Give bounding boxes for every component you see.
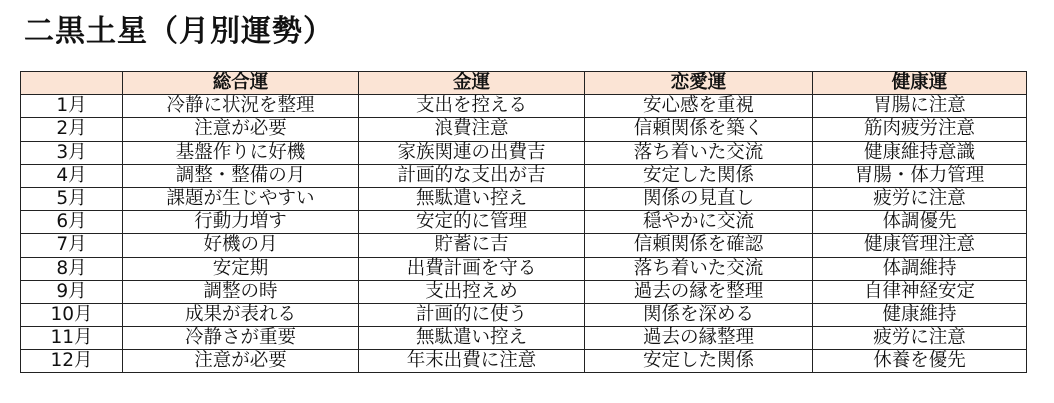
table-cell: 貯蓄に吉 xyxy=(359,234,585,257)
table-cell: 落ち着いた交流 xyxy=(585,141,813,164)
month-cell: 7月 xyxy=(21,234,123,257)
table-cell: 計画的な支出が吉 xyxy=(359,164,585,187)
table-cell: 安定した関係 xyxy=(585,164,813,187)
table-cell: 健康維持 xyxy=(813,303,1027,326)
table-cell: 関係を深める xyxy=(585,303,813,326)
table-cell: 疲労に注意 xyxy=(813,327,1027,350)
table-cell: 体調維持 xyxy=(813,257,1027,280)
month-cell: 1月 xyxy=(21,95,123,118)
table-row xyxy=(21,303,1027,326)
table-cell: 成果が表れる xyxy=(123,303,359,326)
column-header: 総合運 xyxy=(123,72,359,95)
table-cell: 過去の縁を整理 xyxy=(585,280,813,303)
column-header: 金運 xyxy=(359,72,585,95)
table-cell: 疲労に注意 xyxy=(813,187,1027,210)
table-cell: 行動力増す xyxy=(123,211,359,234)
monthly-fortune-table xyxy=(20,71,1027,373)
month-cell: 10月 xyxy=(21,303,123,326)
table-cell: 支出控えめ xyxy=(359,280,585,303)
table-cell: 休養を優先 xyxy=(813,350,1027,373)
table-cell: 安定的に管理 xyxy=(359,211,585,234)
table-row xyxy=(21,234,1027,257)
table-row xyxy=(21,164,1027,187)
table-cell: 落ち着いた交流 xyxy=(585,257,813,280)
month-cell: 6月 xyxy=(21,211,123,234)
table-cell: 無駄遣い控え xyxy=(359,327,585,350)
month-cell: 3月 xyxy=(21,141,123,164)
table-cell: 安定期 xyxy=(123,257,359,280)
table-row xyxy=(21,141,1027,164)
table-cell: 信頼関係を築く xyxy=(585,118,813,141)
month-cell: 11月 xyxy=(21,327,123,350)
table-cell: 体調優先 xyxy=(813,211,1027,234)
table-cell: 健康管理注意 xyxy=(813,234,1027,257)
month-cell: 5月 xyxy=(21,187,123,210)
page-title: 二黒土星（月別運勢） xyxy=(24,14,334,49)
table-cell: 胃腸・体力管理 xyxy=(813,164,1027,187)
table-row xyxy=(21,327,1027,350)
table-cell: 計画的に使う xyxy=(359,303,585,326)
table-cell: 過去の縁整理 xyxy=(585,327,813,350)
table-cell: 浪費注意 xyxy=(359,118,585,141)
table-row xyxy=(21,95,1027,118)
table-cell: 信頼関係を確認 xyxy=(585,234,813,257)
table-row xyxy=(21,257,1027,280)
table-cell: 注意が必要 xyxy=(123,118,359,141)
table-cell: 年末出費に注意 xyxy=(359,350,585,373)
table-cell: 冷静に状況を整理 xyxy=(123,95,359,118)
month-cell: 12月 xyxy=(21,350,123,373)
table-cell: 穏やかに交流 xyxy=(585,211,813,234)
table-cell: 安定した関係 xyxy=(585,350,813,373)
table-row xyxy=(21,211,1027,234)
month-cell: 2月 xyxy=(21,118,123,141)
table-cell: 課題が生じやすい xyxy=(123,187,359,210)
table-cell: 健康維持意識 xyxy=(813,141,1027,164)
table-cell: 無駄遣い控え xyxy=(359,187,585,210)
column-header xyxy=(21,72,123,95)
table-cell: 家族関連の出費吉 xyxy=(359,141,585,164)
table-cell: 筋肉疲労注意 xyxy=(813,118,1027,141)
column-header: 健康運 xyxy=(813,72,1027,95)
table-header-row xyxy=(21,72,1027,95)
table-cell: 出費計画を守る xyxy=(359,257,585,280)
table-cell: 調整・整備の月 xyxy=(123,164,359,187)
table-cell: 冷静さが重要 xyxy=(123,327,359,350)
table-cell: 好機の月 xyxy=(123,234,359,257)
column-header: 恋愛運 xyxy=(585,72,813,95)
table-cell: 調整の時 xyxy=(123,280,359,303)
table-cell: 自律神経安定 xyxy=(813,280,1027,303)
table-cell: 注意が必要 xyxy=(123,350,359,373)
month-cell: 8月 xyxy=(21,257,123,280)
table-row xyxy=(21,118,1027,141)
table-cell: 基盤作りに好機 xyxy=(123,141,359,164)
table-row xyxy=(21,280,1027,303)
table-cell: 関係の見直し xyxy=(585,187,813,210)
table-cell: 胃腸に注意 xyxy=(813,95,1027,118)
table-cell: 安心感を重視 xyxy=(585,95,813,118)
table-row xyxy=(21,350,1027,373)
table-row xyxy=(21,187,1027,210)
month-cell: 9月 xyxy=(21,280,123,303)
month-cell: 4月 xyxy=(21,164,123,187)
table-cell: 支出を控える xyxy=(359,95,585,118)
